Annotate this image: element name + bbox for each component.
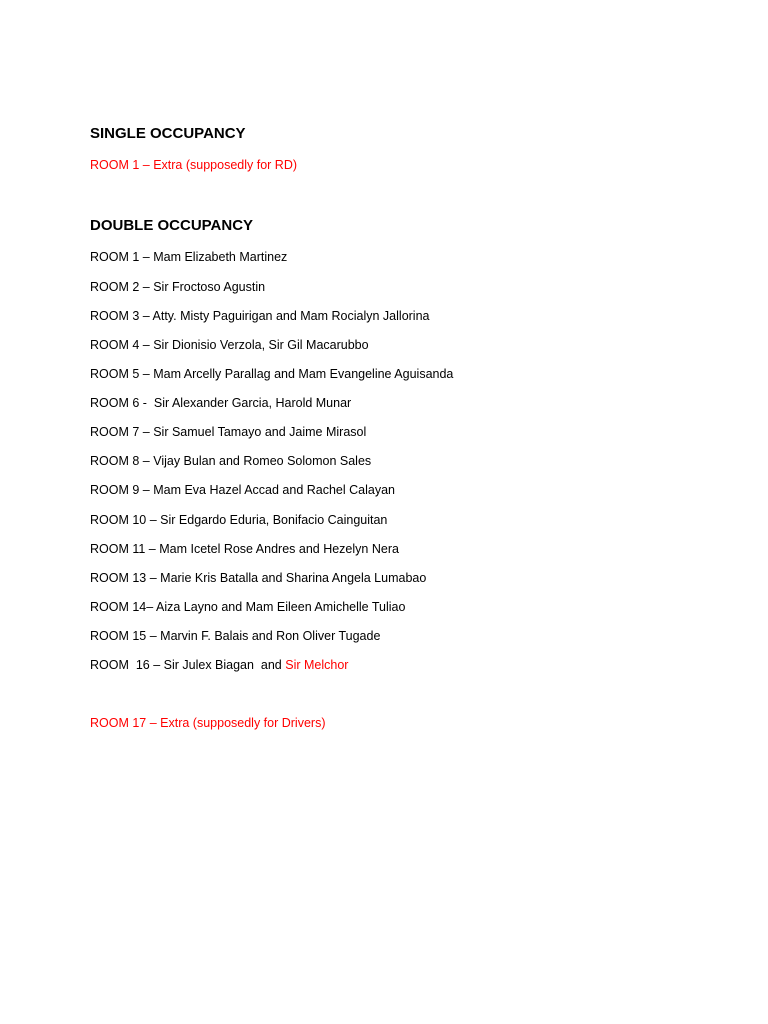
double-room-10: ROOM 10 – Sir Edgardo Eduria, Bonifacio Cainguitan <box>90 513 388 527</box>
double-room-9: ROOM 9 – Mam Eva Hazel Accad and Rachel Calayan <box>90 483 395 497</box>
double-occupancy-heading: DOUBLE OCCUPANCY <box>90 217 254 234</box>
double-room-6: ROOM 6 - Sir Alexander Garcia, Harold Munar <box>90 396 352 410</box>
double-room-16 <box>90 657 348 673</box>
double-room-3: ROOM 3 – Atty. Misty Paguirigan and Mam Rocialyn Jallorina <box>90 309 430 323</box>
double-room-8: ROOM 8 – Vijay Bulan and Romeo Solomon Sales <box>90 454 372 468</box>
room-16-occupants: ROOM 16 – Sir Julex Biagan and <box>90 658 286 672</box>
double-room-1: ROOM 1 – Mam Elizabeth Martinez <box>90 250 288 264</box>
double-room-17-extra: ROOM 17 – Extra (supposedly for Drivers) <box>90 716 326 730</box>
double-room-5: ROOM 5 – Mam Arcelly Parallag and Mam Evangeline Aguisanda <box>90 367 454 381</box>
double-room-14: ROOM 14– Aiza Layno and Mam Eileen Amichelle Tuliao <box>90 600 406 614</box>
double-room-7: ROOM 7 – Sir Samuel Tamayo and Jaime Mirasol <box>90 425 367 439</box>
double-room-4: ROOM 4 – Sir Dionisio Verzola, Sir Gil Macarubbo <box>90 338 369 352</box>
single-room-1: ROOM 1 – Extra (supposedly for RD) <box>90 158 298 172</box>
double-room-13: ROOM 13 – Marie Kris Batalla and Sharina Angela Lumabao <box>90 571 427 585</box>
double-room-2: ROOM 2 – Sir Froctoso Agustin <box>90 280 266 294</box>
single-occupancy-heading: SINGLE OCCUPANCY <box>90 125 246 142</box>
double-room-15: ROOM 15 – Marvin F. Balais and Ron Oliver Tugade <box>90 629 381 643</box>
double-room-11: ROOM 11 – Mam Icetel Rose Andres and Hezelyn Nera <box>90 542 399 556</box>
room-16-highlighted-occupant: Sir Melchor <box>285 658 349 672</box>
